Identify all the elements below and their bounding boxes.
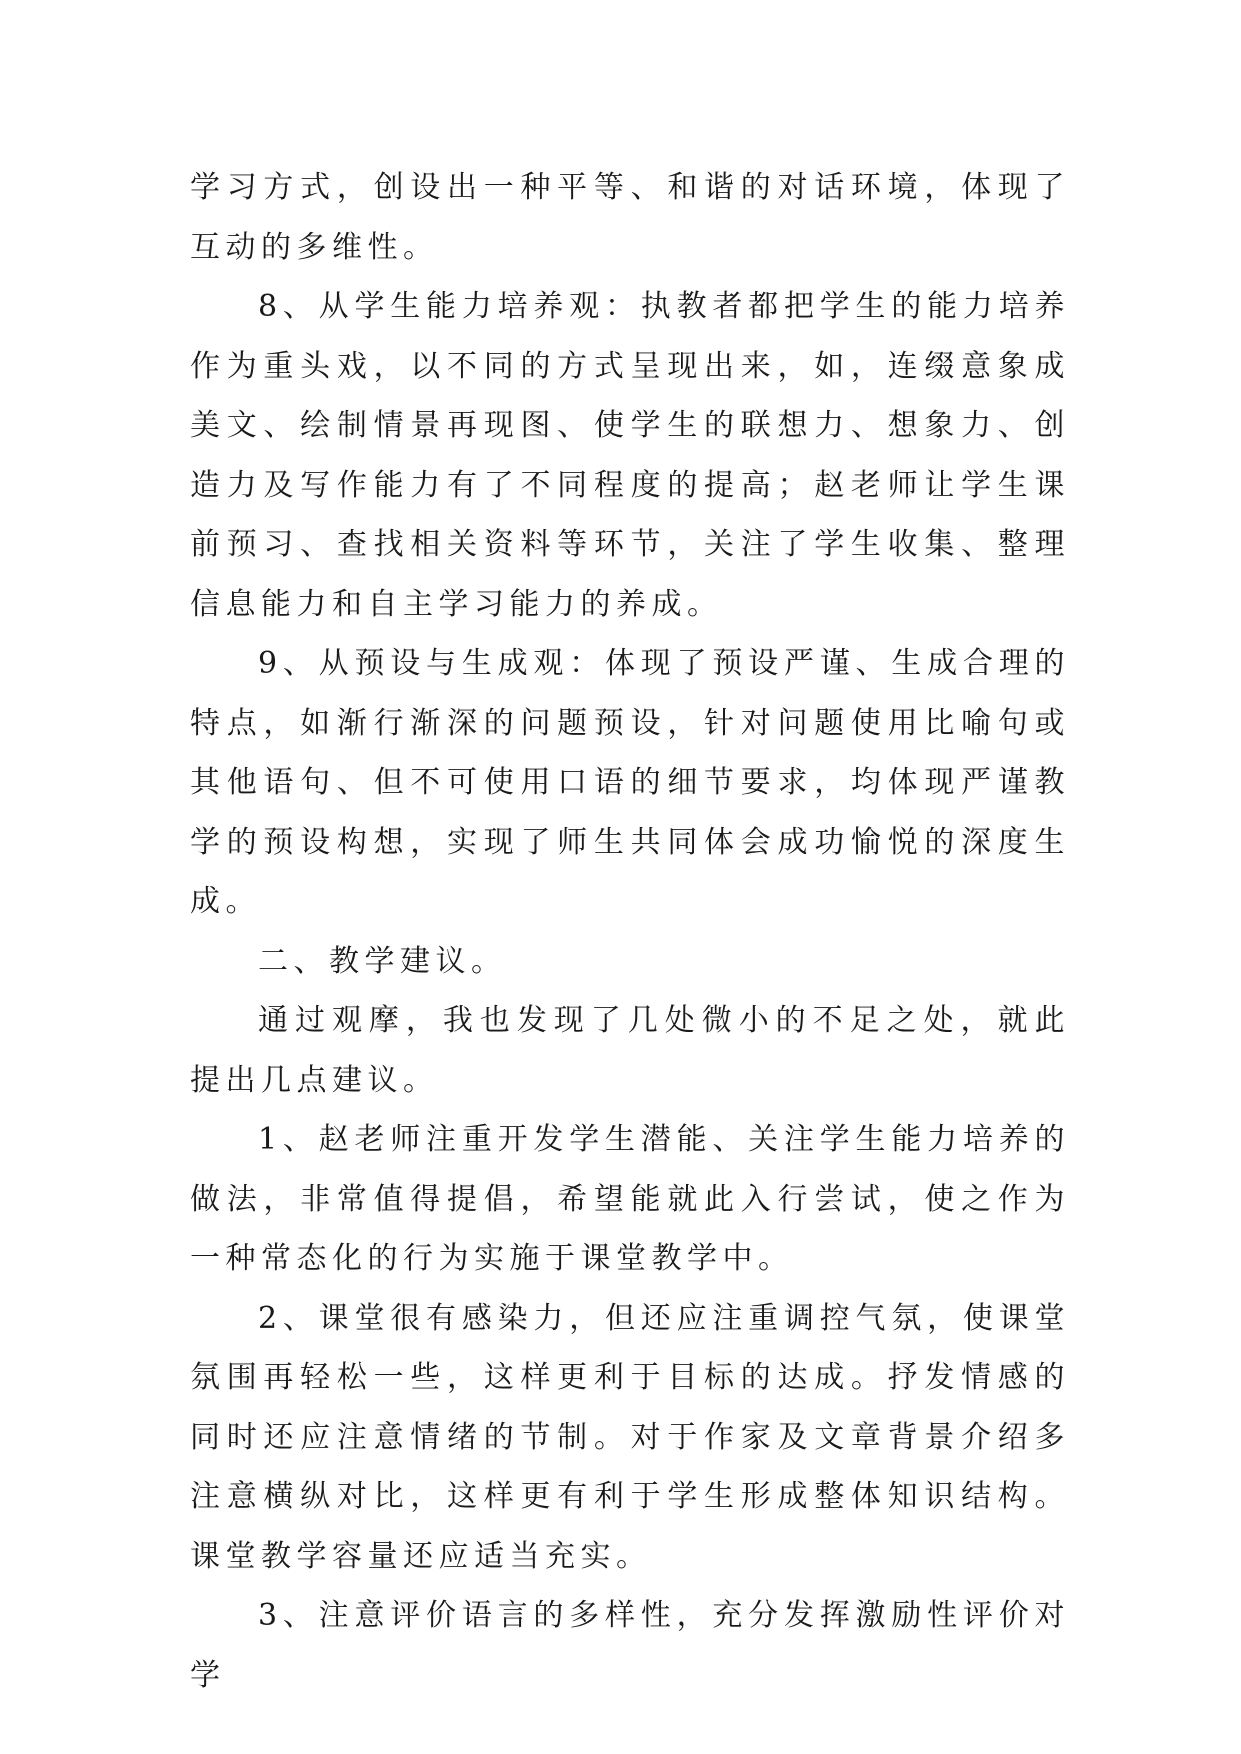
- paragraph-suggestion-3: 3、注意评价语言的多样性，充分发挥激励性评价对学: [190, 1598, 1070, 1693]
- document-body: [190, 158, 1070, 1705]
- paragraph-intro-suggestions: 通过观摩，我也发现了几处微小的不足之处，就此提出几点建议。: [190, 1003, 1070, 1098]
- paragraph-suggestion-1: 1、赵老师注重开发学生潜能、关注学生能力培养的做法，非常值得提倡，希望能就此入行尝试，使之作为一种常态化的行为实施于课堂教学中。: [190, 1122, 1070, 1276]
- paragraph-suggestion-2: 2、课堂很有感染力，但还应注重调控气氛，使课堂氛围再轻松一些，这样更利于目标的达成。抒发情感的同时还应注意情绪的节制。对于作家及文章背景介绍多注意横纵对比，这样更有利于学生形成整体知识结构。课堂教学容量还应适当充实。: [190, 1300, 1070, 1574]
- paragraph-item-8: 8、从学生能力培养观：执教者都把学生的能力培养作为重头戏，以不同的方式呈现出来，如，连缀意象成美文、绘制情景再现图、使学生的联想力、想象力、创造力及写作能力有了不同程度的提高；赵老师让学生课前预习、查找相关资料等环节，关注了学生收集、整理信息能力和自主学习能力的养成。: [190, 289, 1070, 622]
- paragraph-item-9: 9、从预设与生成观：体现了预设严谨、生成合理的特点，如渐行渐深的问题预设，针对问题使用比喻句或其他语句、但不可使用口语的细节要求，均体现严谨教学的预设构想，实现了师生共同体会成功愉悦的深度生成。: [190, 646, 1070, 919]
- paragraph-continuation: 学习方式，创设出一种平等、和谐的对话环境，体现了互动的多维性。: [190, 170, 1070, 265]
- section-heading-teaching-suggestions: 二、教学建议。: [258, 943, 507, 979]
